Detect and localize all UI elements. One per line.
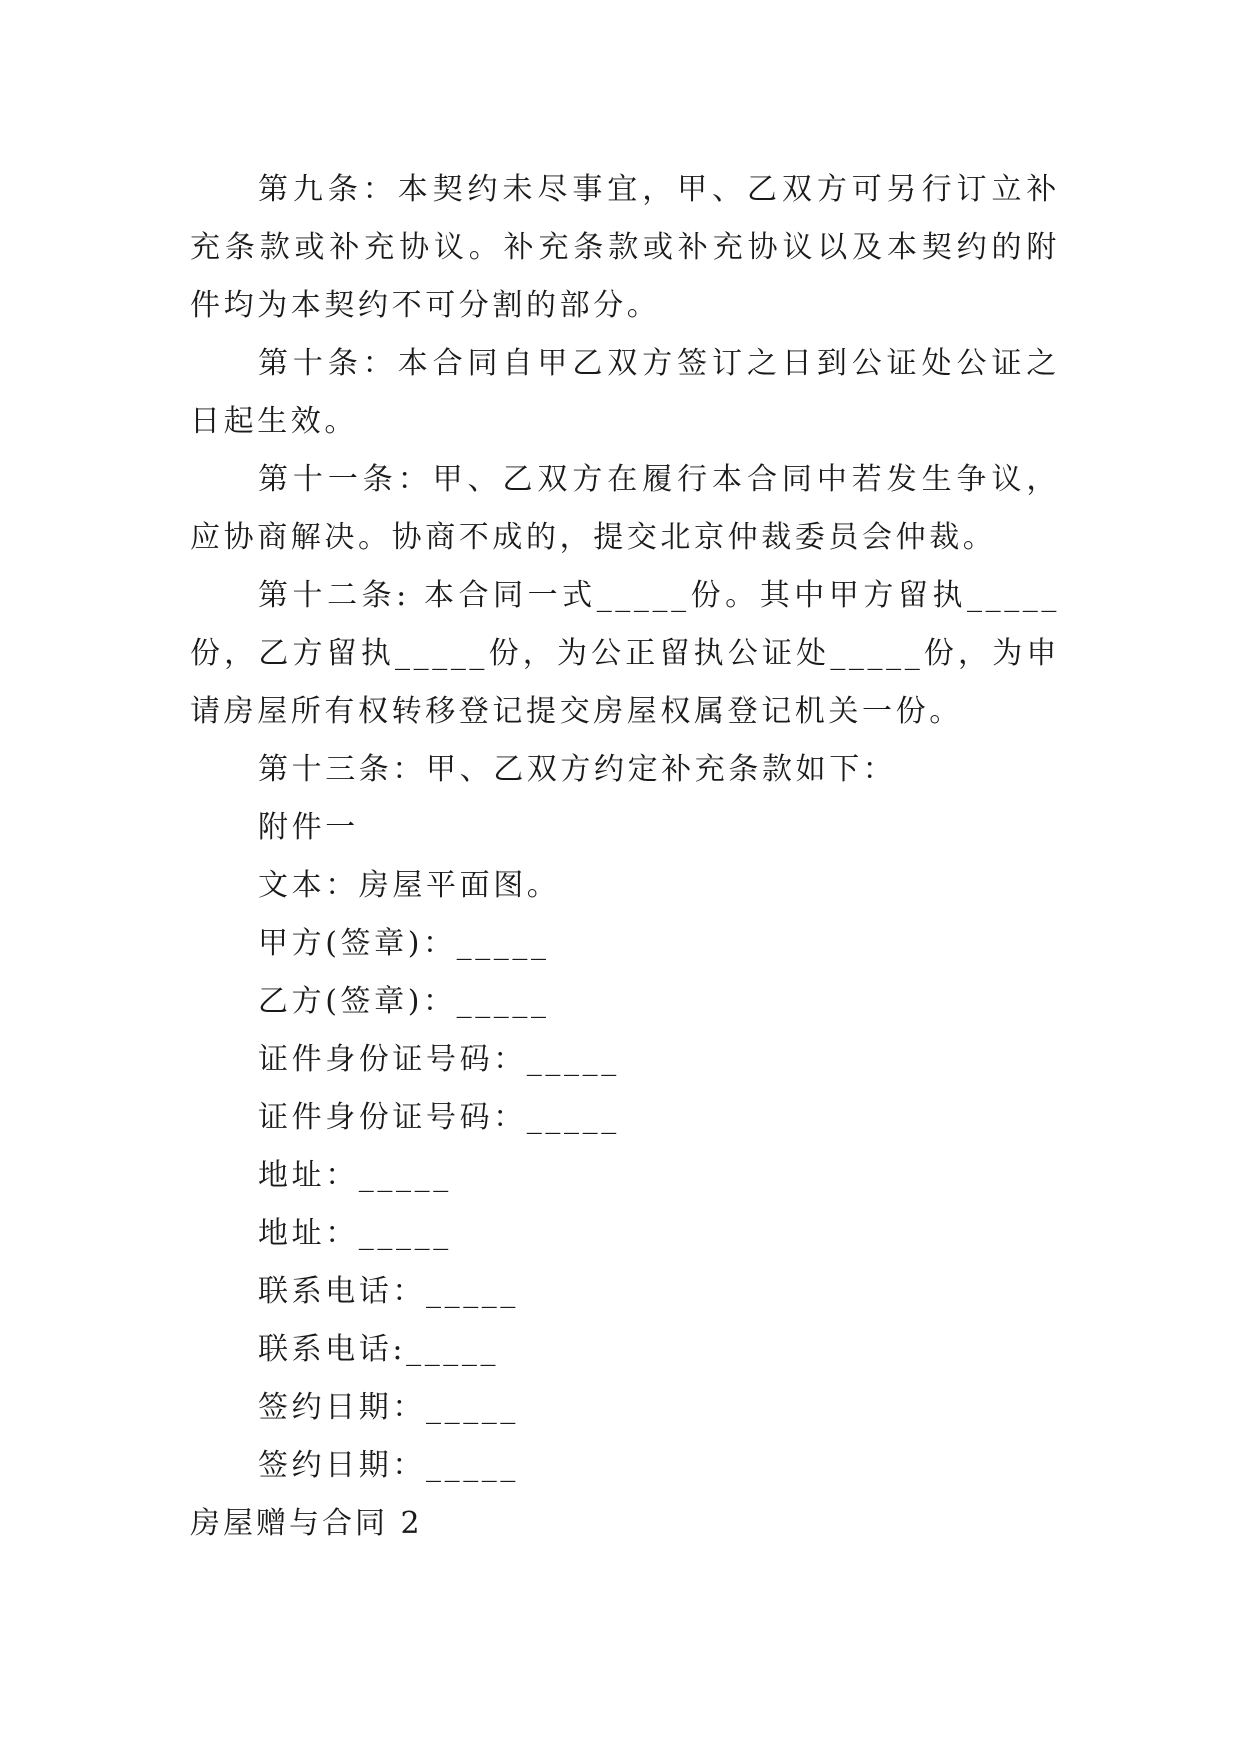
party-b-signature-field: 乙方(签章)：_____ [258,984,550,1019]
party-a-address-field: 地址：_____ [258,1158,452,1193]
contract-body [190,161,1060,1553]
party-a-signature-field: 甲方(签章)：_____ [258,926,550,961]
party-a-id-number-field: 证件身份证号码：_____ [258,1042,620,1077]
party-a-sign-date-field: 签约日期：_____ [258,1390,519,1425]
attachment-text: 文本：房屋平面图。 [258,868,561,903]
article-13: 第十三条：甲、乙双方约定补充条款如下： [258,752,897,787]
article-9: 第九条：本契约未尽事宜，甲、乙双方可另行订立补充条款或补充协议。补充条款或补充协议以及本契约的附件均为本契约不可分割的部分。 [190,172,1060,323]
party-b-phone-field: 联系电话:_____ [258,1332,500,1367]
party-b-address-field: 地址：_____ [258,1216,452,1251]
party-b-id-number-field: 证件身份证号码：_____ [258,1100,620,1135]
attachment-label: 附件一 [258,810,359,845]
next-contract-title: 房屋赠与合同 2 [190,1506,423,1541]
article-11: 第十一条：甲、乙双方在履行本合同中若发生争议，应协商解决。协商不成的，提交北京仲裁委员会仲裁。 [190,462,1060,555]
article-10: 第十条：本合同自甲乙双方签订之日到公证处公证之日起生效。 [190,346,1060,439]
party-b-sign-date-field: 签约日期：_____ [258,1448,519,1483]
article-12: 第十二条: 本合同一式_____份。其中甲方留执_____份，乙方留执_____份，为公正留执公证处_____份，为申请房屋所有权转移登记提交房屋权属登记机关一份。 [190,578,1060,729]
party-a-phone-field: 联系电话：_____ [258,1274,519,1309]
